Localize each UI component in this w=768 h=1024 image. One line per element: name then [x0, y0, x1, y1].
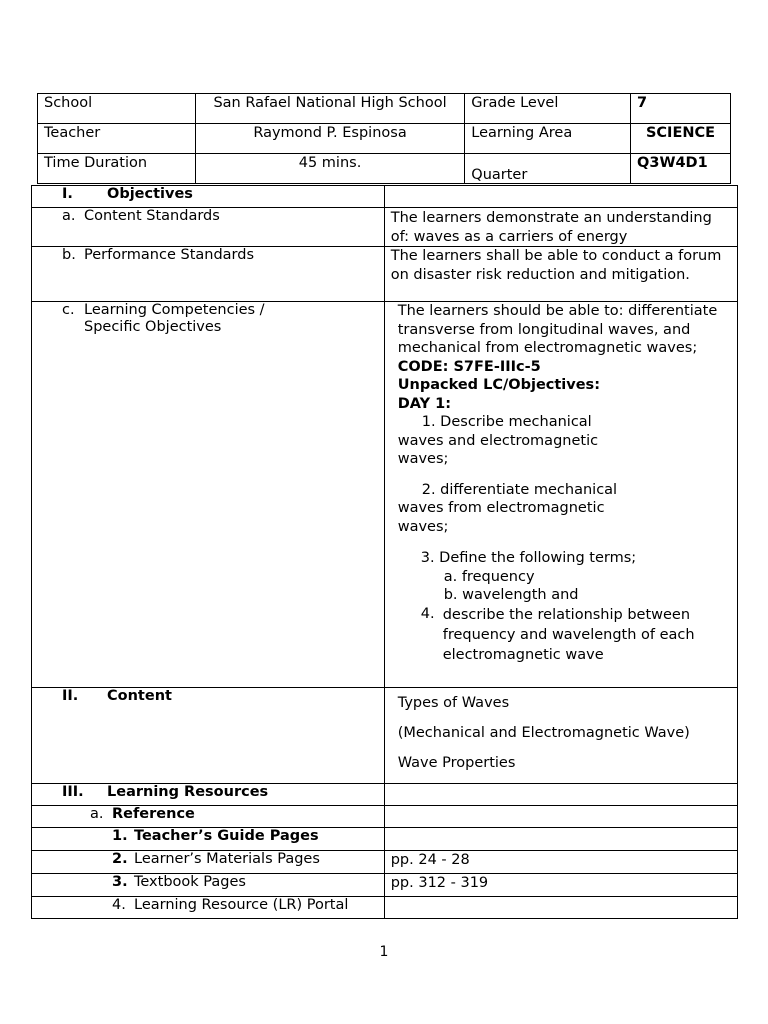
- section-number: I.: [62, 186, 73, 202]
- item-marker: a.: [62, 208, 76, 224]
- resource-value: [384, 897, 737, 919]
- objective-item-2: 2. differentiate mechanical waves from electromagnetic waves;: [397, 481, 618, 535]
- objective-item-1: 1. Describe mechanical waves and electromagnetic waves;: [397, 414, 599, 467]
- content-value: [384, 688, 737, 784]
- resource-label: 1. Teacher’s Guide Pages: [32, 828, 385, 851]
- performance-standards-row: [32, 247, 738, 302]
- time-duration-label: Time Duration: [38, 154, 196, 184]
- content-standards-row: [32, 208, 738, 247]
- header-row-time: [38, 154, 731, 184]
- objectives-value: [384, 186, 737, 208]
- resource-value: pp. 24 - 28: [384, 851, 737, 874]
- resource-label: 4. Learning Resource (LR) Portal: [32, 897, 385, 919]
- time-duration-value: 45 mins.: [195, 154, 465, 184]
- section-title: Content: [107, 688, 172, 704]
- objective-item-4: 4. describe the relationship between frequency and wavelength of each electromagnetic wave: [420, 605, 695, 663]
- performance-standards-value: The learners shall be able to conduct a forum on disaster risk reduction and mitigation.: [384, 247, 737, 302]
- item-marker: b.: [62, 247, 76, 263]
- competency-intro: The learners should be able to: differentiate transverse from longitudinal waves, and mechanical from electromagnetic waves; CODE: S7FE-IIIc-5: [397, 303, 718, 375]
- item-label: Content Standards: [84, 208, 220, 224]
- resources-heading: [32, 784, 385, 806]
- resource-row-textbook: [32, 874, 738, 897]
- item-marker: c.: [62, 302, 75, 318]
- content-line-3: Wave Properties: [397, 755, 516, 771]
- teacher-label: Teacher: [38, 124, 196, 154]
- learning-competencies-label: [32, 302, 385, 688]
- performance-standards-label: [32, 247, 385, 302]
- header-row-school: [38, 94, 731, 124]
- competency-code: CODE: S7FE-IIIc-5: [397, 358, 541, 375]
- resource-value: [384, 828, 737, 851]
- school-label: School: [38, 94, 196, 124]
- resource-row-learners-materials: [32, 851, 738, 874]
- resource-row-lr-portal: [32, 897, 738, 919]
- day-heading: DAY 1:: [397, 395, 452, 412]
- quarter-label: Quarter: [465, 154, 631, 184]
- reference-value: [384, 806, 737, 828]
- content-row: [32, 688, 738, 784]
- school-value: San Rafael National High School: [195, 94, 465, 124]
- unpacked-heading: Unpacked LC/Objectives:: [397, 377, 600, 393]
- resource-label: 3. Textbook Pages: [32, 874, 385, 897]
- section-number: II.: [62, 688, 79, 704]
- resources-value: [384, 784, 737, 806]
- page-number: 1: [379, 944, 389, 960]
- content-heading: [32, 688, 385, 784]
- reference-heading: [32, 806, 385, 828]
- reference-label: Reference: [112, 806, 195, 822]
- quarter-value: Q3W4D1: [631, 154, 731, 184]
- resource-row-teachers-guide: [32, 828, 738, 851]
- learning-area-label: Learning Area: [465, 124, 631, 154]
- section-number: III.: [62, 784, 84, 800]
- header-table: [37, 93, 731, 184]
- learning-competencies-value: [384, 302, 737, 688]
- content-standards-label: [32, 208, 385, 247]
- teacher-value: Raymond P. Espinosa: [195, 124, 465, 154]
- grade-level-value: 7: [631, 94, 731, 124]
- term-frequency: a. frequency: [443, 568, 535, 585]
- item-label: Learning Competencies / Specific Objectives: [84, 302, 265, 335]
- item-label: Performance Standards: [84, 247, 255, 263]
- objective-item-3: 3. Define the following terms; a. frequency b. wavelength and: [398, 549, 725, 605]
- item-marker: a.: [90, 806, 104, 822]
- reference-row: [32, 806, 738, 828]
- learning-competencies-row: [32, 302, 738, 688]
- lesson-plan-table: [31, 185, 738, 919]
- content-line-2: (Mechanical and Electromagnetic Wave): [397, 725, 690, 741]
- objectives-row: [32, 186, 738, 208]
- term-wavelength: b. wavelength and: [443, 587, 579, 603]
- resource-label: 2. Learner’s Materials Pages: [32, 851, 385, 874]
- resources-row: [32, 784, 738, 806]
- content-standards-value: The learners demonstrate an understanding of: waves as a carriers of energy: [384, 208, 737, 247]
- learning-area-value: SCIENCE: [631, 124, 731, 154]
- section-title: Learning Resources: [107, 784, 269, 800]
- section-title: Objectives: [107, 186, 193, 202]
- resource-value: pp. 312 - 319: [384, 874, 737, 897]
- grade-level-label: Grade Level: [465, 94, 631, 124]
- header-row-teacher: [38, 124, 731, 154]
- content-line-1: Types of Waves: [397, 695, 510, 711]
- objectives-heading: [32, 186, 385, 208]
